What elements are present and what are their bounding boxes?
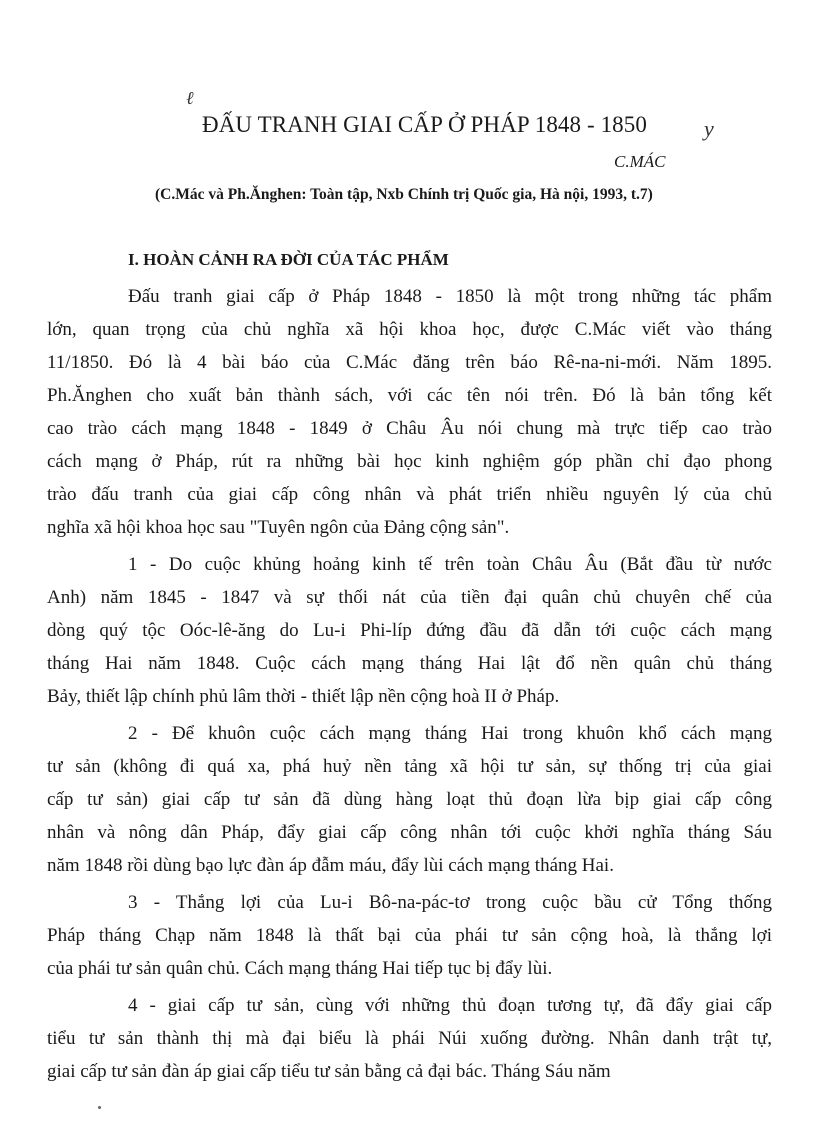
document-title: ĐẤU TRANH GIAI CẤP Ở PHÁP 1848 - 1850	[202, 112, 647, 137]
body-line: Pháp tháng Chạp năm 1848 là thất bại của phái tư sản cộng hoà, là thắng lợi	[47, 925, 772, 946]
body-line: tư sản (không đi quá xa, phá huỷ nền tảng xã hội tư sản, sự thống trị của giai	[47, 756, 772, 777]
body-line: 11/1850. Đó là 4 bài báo của C.Mác đăng trên báo Rê-na-ni-mới. Năm 1895.	[47, 352, 772, 373]
body-line: giai cấp tư sản đàn áp giai cấp tiểu tư sản bằng cả đại bác. Tháng Sáu năm	[47, 1061, 611, 1082]
section-heading: I. HOÀN CẢNH RA ĐỜI CỦA TÁC PHẨM	[128, 250, 449, 269]
scan-speck	[98, 1106, 101, 1109]
source-citation: (C.Mác và Ph.Ănghen: Toàn tập, Nxb Chính trị Quốc gia, Hà nội, 1993, t.7)	[155, 186, 653, 203]
body-line: nhân và nông dân Pháp, đẩy giai cấp công nhân tới cuộc khởi nghĩa tháng Sáu	[47, 822, 772, 843]
body-line: trào đấu tranh của giai cấp công nhân và phát triển nhiều nguyên lý của chủ	[47, 484, 772, 505]
body-line: tiểu tư sản thành thị mà đại biểu là phái Núi xuống đường. Nhân danh trật tự,	[47, 1028, 772, 1049]
body-line: tháng Hai năm 1848. Cuộc cách mạng tháng Hai lật đổ nền quân chủ tháng	[47, 653, 772, 674]
body-line: năm 1848 rồi dùng bạo lực đàn áp đẫm máu, đẩy lùi cách mạng tháng Hai.	[47, 855, 614, 876]
handwritten-mark-left: ℓ	[186, 88, 194, 108]
body-line: Anh) năm 1845 - 1847 và sự thối nát của tiền đại quân chủ chuyên chế của	[47, 587, 772, 608]
body-line: 3 - Thắng lợi của Lu-i Bô-na-pác-tơ trong cuộc bầu cử Tổng thống	[128, 892, 772, 913]
body-line: 2 - Để khuôn cuộc cách mạng tháng Hai trong khuôn khổ cách mạng	[128, 723, 772, 744]
body-line: 1 - Do cuộc khủng hoảng kinh tế trên toàn Châu Âu (Bắt đầu từ nước	[128, 554, 772, 575]
author-name: C.MÁC	[614, 152, 666, 171]
body-line: cấp tư sản) giai cấp tư sản đã dùng hàng loạt thủ đoạn lừa bịp giai cấp công	[47, 789, 772, 810]
body-line: nghĩa xã hội khoa học sau "Tuyên ngôn của Đảng cộng sản".	[47, 517, 510, 538]
body-line: lớn, quan trọng của chủ nghĩa xã hội khoa học, được C.Mác viết vào tháng	[47, 319, 772, 340]
body-line: Đấu tranh giai cấp ở Pháp 1848 - 1850 là một trong những tác phẩm	[128, 286, 772, 307]
body-line: cách mạng ở Pháp, rút ra những bài học kinh nghiệm góp phần chỉ đạo phong	[47, 451, 772, 472]
body-line: dòng quý tộc Oóc-lê-ăng do Lu-i Phi-líp đứng đầu đã dẫn tới cuộc cách mạng	[47, 620, 772, 641]
body-line: của phái tư sản quân chủ. Cách mạng tháng Hai tiếp tục bị đẩy lùi.	[47, 958, 553, 979]
body-line: cao trào cách mạng 1848 - 1849 ở Châu Âu nói chung mà trực tiếp cao trào	[47, 418, 772, 439]
handwritten-mark-right: y	[704, 116, 714, 141]
body-line: 4 - giai cấp tư sản, cùng với những thủ đoạn tương tự, đã đẩy giai cấp	[128, 995, 772, 1016]
body-line: Bảy, thiết lập chính phủ lâm thời - thiết lập nền cộng hoà II ở Pháp.	[47, 686, 560, 707]
body-line: Ph.Ănghen cho xuất bản thành sách, với các tên nói trên. Đó là bản tổng kết	[47, 385, 772, 406]
